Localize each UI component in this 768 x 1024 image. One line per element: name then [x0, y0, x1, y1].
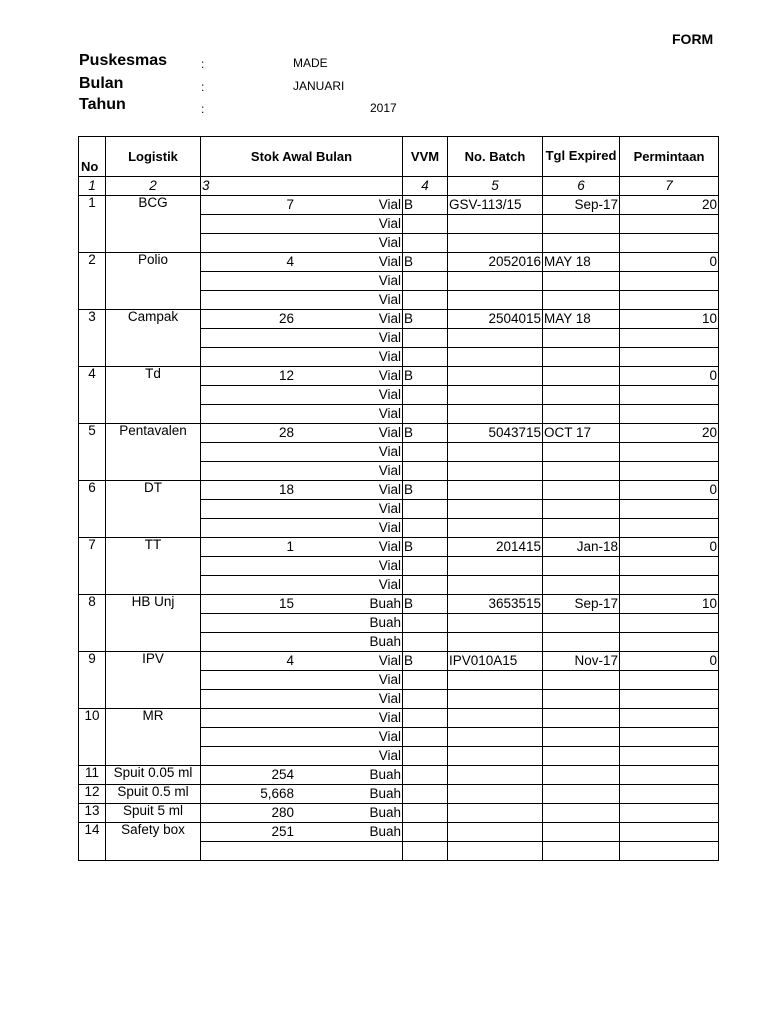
batch-cell: [448, 386, 543, 405]
vvm-cell: B: [403, 196, 448, 215]
permintaan-cell: [620, 785, 719, 804]
vvm-cell: [403, 671, 448, 690]
permintaan-cell: 0: [620, 652, 719, 671]
expired-cell: [543, 462, 620, 481]
permintaan-cell: [620, 690, 719, 709]
permintaan-cell: 10: [620, 595, 719, 614]
item-no: 13: [79, 804, 106, 823]
expired-cell: [543, 728, 620, 747]
item-no: 8: [79, 595, 106, 652]
permintaan-cell: [620, 500, 719, 519]
column-index-cell: 3: [201, 177, 403, 196]
stok-unit: Vial: [378, 311, 401, 327]
stok-cell: [201, 766, 403, 785]
stok-unit: Vial: [201, 386, 403, 405]
expired-cell: MAY 18: [543, 310, 620, 329]
batch-cell: IPV010A15: [448, 652, 543, 671]
expired-cell: [543, 386, 620, 405]
stok-qty: 251: [271, 824, 294, 840]
expired-cell: [543, 823, 620, 842]
col-header-no: No: [79, 137, 106, 177]
vvm-cell: B: [403, 595, 448, 614]
vvm-cell: [403, 329, 448, 348]
table-row: [79, 595, 719, 614]
expired-cell: [543, 747, 620, 766]
vvm-cell: [403, 500, 448, 519]
vvm-cell: [403, 234, 448, 253]
stok-unit: Buah: [369, 786, 401, 802]
expired-cell: [543, 519, 620, 538]
stok-unit: Vial: [201, 215, 403, 234]
col-header-expired: Tgl Expired: [543, 137, 620, 177]
stok-unit: Vial: [378, 197, 401, 213]
batch-cell: GSV-113/15: [448, 196, 543, 215]
stok-unit: Vial: [201, 329, 403, 348]
bulan-colon: :: [201, 80, 205, 94]
batch-cell: [448, 405, 543, 424]
expired-cell: [543, 804, 620, 823]
batch-cell: [448, 367, 543, 386]
permintaan-cell: 0: [620, 367, 719, 386]
batch-cell: 201415: [448, 538, 543, 557]
column-index-cell: 1: [79, 177, 106, 196]
vvm-cell: [403, 842, 448, 861]
vvm-cell: [403, 690, 448, 709]
item-name: Spuit 0.5 ml: [106, 785, 201, 804]
batch-cell: [448, 766, 543, 785]
stok-unit: Vial: [378, 653, 401, 669]
item-name: BCG: [106, 196, 201, 253]
stok-unit: Vial: [201, 272, 403, 291]
stok-unit: Vial: [201, 671, 403, 690]
batch-cell: [448, 348, 543, 367]
item-no: 3: [79, 310, 106, 367]
vvm-cell: [403, 709, 448, 728]
expired-cell: [543, 633, 620, 652]
permintaan-cell: [620, 709, 719, 728]
stok-qty: 280: [271, 805, 294, 821]
tahun-colon: :: [201, 102, 205, 116]
batch-cell: [448, 481, 543, 500]
batch-cell: [448, 785, 543, 804]
permintaan-cell: [620, 823, 719, 842]
expired-cell: [543, 671, 620, 690]
stok-unit: Vial: [201, 728, 403, 747]
batch-cell: [448, 234, 543, 253]
stok-qty: 4: [286, 254, 294, 270]
stok-qty: 5,668: [260, 786, 294, 802]
col-header-stok: Stok Awal Bulan: [201, 137, 403, 177]
expired-cell: [543, 766, 620, 785]
expired-cell: MAY 18: [543, 253, 620, 272]
vvm-cell: [403, 272, 448, 291]
item-no: 6: [79, 481, 106, 538]
vvm-cell: [403, 728, 448, 747]
batch-cell: [448, 728, 543, 747]
item-no: 2: [79, 253, 106, 310]
column-index-cell: 6: [543, 177, 620, 196]
batch-cell: [448, 557, 543, 576]
vvm-cell: [403, 291, 448, 310]
stok-cell: [201, 367, 403, 386]
permintaan-cell: [620, 443, 719, 462]
expired-cell: [543, 348, 620, 367]
vvm-cell: B: [403, 424, 448, 443]
vvm-cell: [403, 519, 448, 538]
permintaan-cell: [620, 519, 719, 538]
batch-cell: [448, 823, 543, 842]
expired-cell: [543, 367, 620, 386]
expired-cell: [543, 405, 620, 424]
item-name: TT: [106, 538, 201, 595]
expired-cell: [543, 576, 620, 595]
vvm-cell: [403, 823, 448, 842]
batch-cell: [448, 709, 543, 728]
expired-cell: OCT 17: [543, 424, 620, 443]
permintaan-cell: 10: [620, 310, 719, 329]
stok-qty: 7: [286, 197, 294, 213]
form-label: FORM: [672, 31, 714, 47]
batch-cell: [448, 519, 543, 538]
stok-qty: [202, 711, 294, 725]
expired-cell: [543, 709, 620, 728]
permintaan-cell: [620, 405, 719, 424]
stok-unit: Vial: [378, 482, 401, 498]
batch-cell: [448, 842, 543, 861]
batch-cell: 5043715: [448, 424, 543, 443]
item-name: HB Unj: [106, 595, 201, 652]
vvm-cell: B: [403, 538, 448, 557]
batch-cell: [448, 633, 543, 652]
batch-cell: [448, 671, 543, 690]
batch-cell: 3653515: [448, 595, 543, 614]
expired-cell: [543, 500, 620, 519]
permintaan-cell: [620, 329, 719, 348]
stok-cell: [201, 310, 403, 329]
bulan-value: JANUARI: [293, 79, 345, 93]
vvm-cell: [403, 614, 448, 633]
stok-qty: 12: [278, 368, 294, 384]
permintaan-cell: [620, 728, 719, 747]
vvm-cell: [403, 348, 448, 367]
vvm-cell: [403, 747, 448, 766]
table-row: [79, 804, 719, 823]
stok-unit: Buah: [201, 614, 403, 633]
stok-unit: Vial: [378, 425, 401, 441]
item-no: 5: [79, 424, 106, 481]
permintaan-cell: [620, 747, 719, 766]
batch-cell: [448, 576, 543, 595]
table-row: [79, 652, 719, 671]
col-header-logistik: Logistik: [106, 137, 201, 177]
stok-unit: Vial: [378, 710, 401, 726]
stok-qty: 28: [278, 425, 294, 441]
vvm-cell: [403, 576, 448, 595]
item-name: Pentavalen: [106, 424, 201, 481]
puskesmas-colon: :: [201, 57, 205, 71]
permintaan-cell: 20: [620, 424, 719, 443]
permintaan-cell: [620, 633, 719, 652]
batch-cell: [448, 215, 543, 234]
permintaan-cell: [620, 291, 719, 310]
item-name: Spuit 5 ml: [106, 804, 201, 823]
batch-cell: [448, 500, 543, 519]
expired-cell: [543, 291, 620, 310]
stok-unit: Vial: [201, 348, 403, 367]
expired-cell: [543, 234, 620, 253]
stok-cell: [201, 709, 403, 728]
stok-unit: Buah: [369, 824, 401, 840]
table-row: [79, 253, 719, 272]
batch-cell: [448, 690, 543, 709]
expired-cell: [543, 215, 620, 234]
permintaan-cell: [620, 462, 719, 481]
stok-cell: [201, 253, 403, 272]
permintaan-cell: [620, 614, 719, 633]
expired-cell: [543, 690, 620, 709]
stok-qty: 1: [286, 539, 294, 555]
puskesmas-value: MADE: [293, 56, 328, 70]
stok-unit: Buah: [369, 596, 401, 612]
expired-cell: [543, 614, 620, 633]
vvm-cell: [403, 443, 448, 462]
batch-cell: [448, 462, 543, 481]
table-row: [79, 538, 719, 557]
item-no: 14: [79, 823, 106, 861]
expired-cell: [543, 842, 620, 861]
puskesmas-label: Puskesmas: [79, 52, 168, 69]
item-name: MR: [106, 709, 201, 766]
item-no: 11: [79, 766, 106, 785]
vvm-cell: [403, 462, 448, 481]
stok-unit: Vial: [378, 539, 401, 555]
permintaan-cell: 0: [620, 538, 719, 557]
batch-cell: [448, 614, 543, 633]
expired-cell: [543, 557, 620, 576]
stok-unit: Vial: [201, 234, 403, 253]
vvm-cell: B: [403, 367, 448, 386]
table-row: [79, 766, 719, 785]
stok-unit: Vial: [201, 462, 403, 481]
table-row: [79, 709, 719, 728]
stok-unit: Vial: [378, 368, 401, 384]
stok-cell: [201, 652, 403, 671]
permintaan-cell: [620, 348, 719, 367]
item-name: DT: [106, 481, 201, 538]
item-name: Safety box: [106, 823, 201, 861]
tahun-value: 2017: [370, 101, 397, 115]
stok-unit: Vial: [201, 576, 403, 595]
stok-unit: Buah: [369, 805, 401, 821]
table-row: [79, 424, 719, 443]
stok-cell: [201, 823, 403, 842]
column-index-cell: 7: [620, 177, 719, 196]
vvm-cell: [403, 766, 448, 785]
item-name: IPV: [106, 652, 201, 709]
permintaan-cell: [620, 842, 719, 861]
expired-cell: Jan-18: [543, 538, 620, 557]
expired-cell: Sep-17: [543, 595, 620, 614]
table-row: [79, 367, 719, 386]
vvm-cell: [403, 386, 448, 405]
permintaan-cell: [620, 386, 719, 405]
bulan-label: Bulan: [79, 75, 124, 92]
stok-cell: [201, 481, 403, 500]
table-row: [79, 196, 719, 215]
item-name: Spuit 0.05 ml: [106, 766, 201, 785]
stok-qty: 15: [278, 596, 294, 612]
stok-unit: Vial: [201, 747, 403, 766]
col-header-vvm: VVM: [403, 137, 448, 177]
item-no: 12: [79, 785, 106, 804]
permintaan-cell: [620, 804, 719, 823]
table-row: [79, 823, 719, 842]
expired-cell: Nov-17: [543, 652, 620, 671]
batch-cell: [448, 329, 543, 348]
stok-unit: Vial: [201, 500, 403, 519]
stok-cell: [201, 196, 403, 215]
vvm-cell: [403, 557, 448, 576]
column-index-cell: 2: [106, 177, 201, 196]
column-index-cell: 5: [448, 177, 543, 196]
permintaan-cell: [620, 272, 719, 291]
stok-qty: 4: [286, 653, 294, 669]
stok-qty: 18: [278, 482, 294, 498]
stok-qty: 26: [278, 311, 294, 327]
column-index-row: [79, 177, 719, 196]
expired-cell: [543, 785, 620, 804]
item-no: 7: [79, 538, 106, 595]
batch-cell: [448, 272, 543, 291]
item-name: Campak: [106, 310, 201, 367]
col-header-batch: No. Batch: [448, 137, 543, 177]
batch-cell: 2052016: [448, 253, 543, 272]
item-no: 9: [79, 652, 106, 709]
table-body: [79, 196, 719, 861]
expired-cell: [543, 443, 620, 462]
vvm-cell: B: [403, 481, 448, 500]
permintaan-cell: 0: [620, 481, 719, 500]
expired-cell: [543, 272, 620, 291]
permintaan-cell: [620, 215, 719, 234]
stok-cell: [201, 785, 403, 804]
permintaan-cell: 0: [620, 253, 719, 272]
table-row: [79, 310, 719, 329]
item-name: Polio: [106, 253, 201, 310]
vvm-cell: B: [403, 310, 448, 329]
stok-unit: Vial: [201, 291, 403, 310]
stok-unit: Vial: [201, 690, 403, 709]
item-name: Td: [106, 367, 201, 424]
vvm-cell: [403, 405, 448, 424]
table-row: [79, 785, 719, 804]
expired-cell: [543, 329, 620, 348]
stok-qty: 254: [271, 767, 294, 783]
vvm-cell: [403, 785, 448, 804]
stok-unit: Vial: [201, 519, 403, 538]
stok-unit: Vial: [201, 443, 403, 462]
logistics-table: [78, 136, 719, 861]
batch-cell: 2504015: [448, 310, 543, 329]
vvm-cell: [403, 804, 448, 823]
stok-cell: [201, 538, 403, 557]
tahun-label: Tahun: [79, 96, 126, 113]
stok-cell: [201, 804, 403, 823]
expired-cell: [543, 481, 620, 500]
stok-unit: [201, 842, 403, 861]
stok-cell: [201, 595, 403, 614]
item-no: 10: [79, 709, 106, 766]
vvm-cell: B: [403, 652, 448, 671]
permintaan-cell: [620, 766, 719, 785]
batch-cell: [448, 747, 543, 766]
stok-unit: Buah: [369, 767, 401, 783]
col-header-permintaan: Permintaan: [620, 137, 719, 177]
column-index-cell: 4: [403, 177, 448, 196]
item-no: 1: [79, 196, 106, 253]
permintaan-cell: [620, 576, 719, 595]
permintaan-cell: [620, 234, 719, 253]
stok-unit: Vial: [201, 405, 403, 424]
item-no: 4: [79, 367, 106, 424]
stok-cell: [201, 424, 403, 443]
batch-cell: [448, 804, 543, 823]
batch-cell: [448, 291, 543, 310]
batch-cell: [448, 443, 543, 462]
stok-unit: Vial: [378, 254, 401, 270]
table-row: [79, 481, 719, 500]
permintaan-cell: 20: [620, 196, 719, 215]
vvm-cell: [403, 633, 448, 652]
permintaan-cell: [620, 671, 719, 690]
expired-cell: Sep-17: [543, 196, 620, 215]
vvm-cell: [403, 215, 448, 234]
stok-unit: Buah: [201, 633, 403, 652]
stok-unit: Vial: [201, 557, 403, 576]
vvm-cell: B: [403, 253, 448, 272]
permintaan-cell: [620, 557, 719, 576]
